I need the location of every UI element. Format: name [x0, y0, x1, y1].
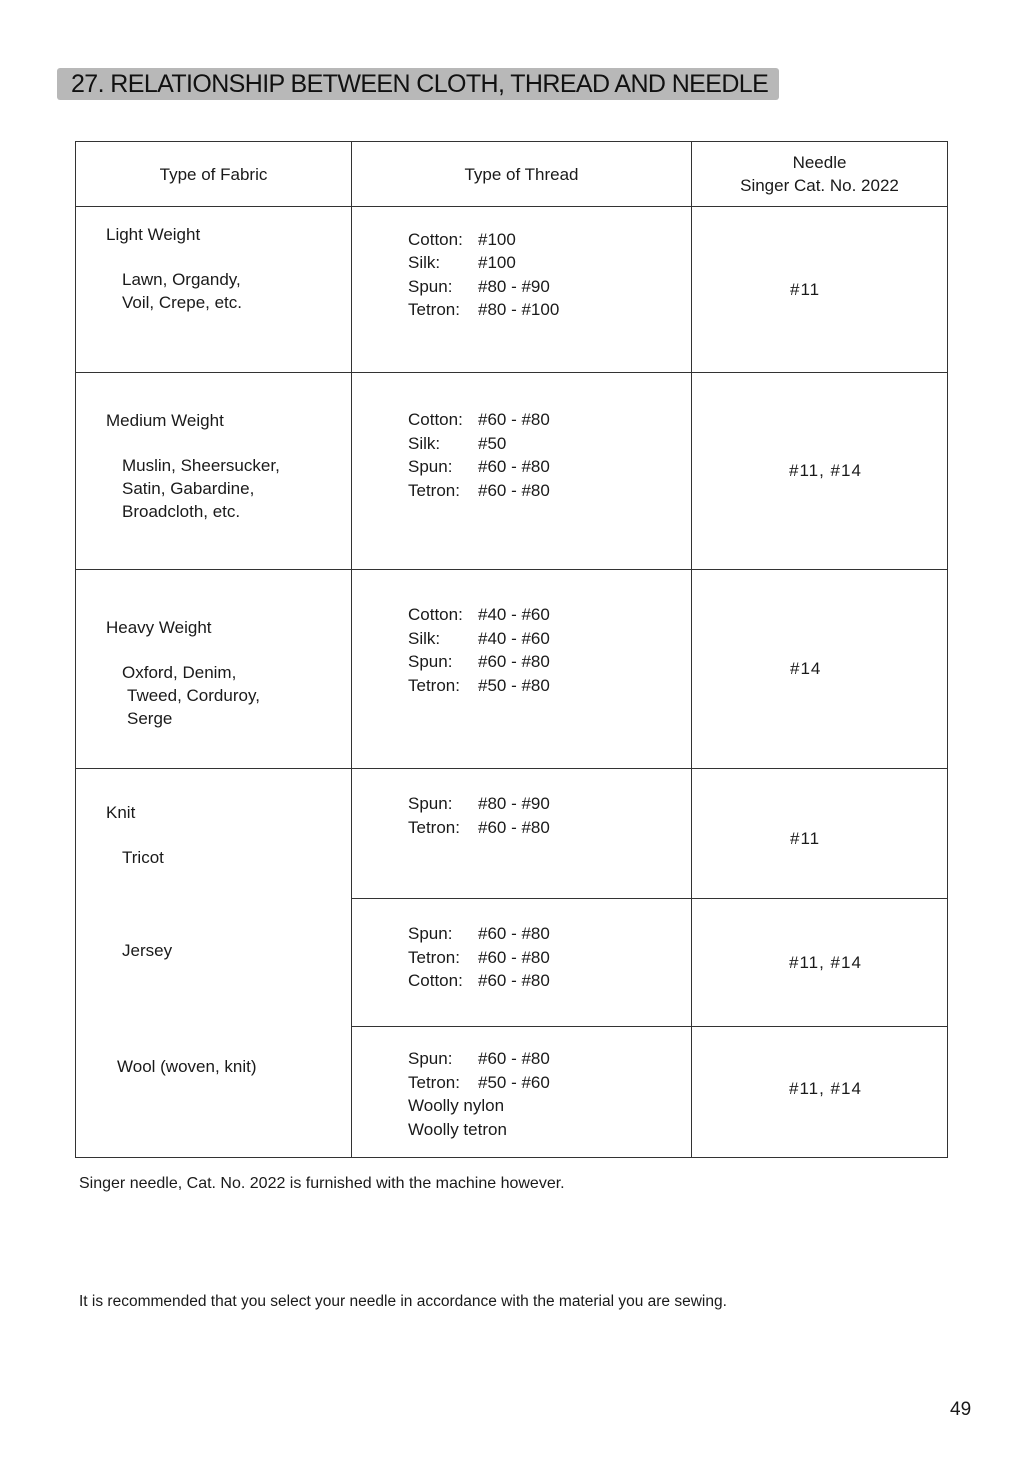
- needle-cell-wool: #11, #14: [692, 1027, 948, 1158]
- thread-line: [408, 792, 691, 816]
- fabric-item: Tricot: [122, 848, 164, 867]
- fabric-item: Serge: [127, 709, 173, 728]
- thread-type: Cotton:: [408, 605, 463, 624]
- fabric-category: Heavy Weight: [106, 618, 212, 637]
- fabric-item: Satin, Gabardine,: [122, 479, 255, 498]
- section-title-bar: [57, 68, 779, 100]
- thread-size: #50: [478, 433, 507, 453]
- header-thread: Type of Thread: [352, 142, 692, 207]
- fabric-cell-medium: [76, 373, 352, 570]
- thread-size: #100: [478, 253, 516, 272]
- thread-size: #60 - #80: [478, 1049, 550, 1068]
- thread-size: #60 - #80: [478, 410, 550, 429]
- fabric-category: Light Weight: [106, 225, 201, 244]
- thread-cell-medium: [352, 373, 692, 570]
- fabric-item: Voil, Crepe, etc.: [122, 293, 243, 312]
- thread-line: [408, 455, 691, 479]
- thread-type: Silk:: [408, 628, 441, 648]
- thread-type: Cotton:: [408, 229, 463, 249]
- thread-line: [408, 408, 691, 432]
- thread-type: Woolly nylon: [408, 1096, 505, 1115]
- header-needle-line2: Singer Cat. No. 2022: [740, 176, 899, 195]
- thread-cell-heavy: [352, 570, 692, 769]
- thread-line: [408, 275, 691, 299]
- thread-type: Spun:: [408, 457, 453, 476]
- fabric-item: Jersey: [122, 941, 173, 960]
- fabric-item: Oxford, Denim,: [122, 663, 237, 682]
- fabric-category: Medium Weight: [106, 411, 224, 430]
- thread-size: #50 - #80: [478, 675, 550, 695]
- thread-line: [408, 922, 691, 946]
- thread-size: #40 - #60: [478, 628, 550, 648]
- thread-type: Spun:: [408, 1049, 453, 1068]
- thread-line: [408, 1118, 691, 1142]
- fabric-item: Broadcloth, etc.: [122, 502, 241, 521]
- thread-size: #60 - #80: [478, 947, 550, 967]
- thread-cell-tricot: [352, 769, 692, 899]
- thread-line: [408, 816, 691, 840]
- thread-type: Spun:: [408, 794, 453, 813]
- thread-line: [408, 1094, 691, 1118]
- thread-line: [408, 603, 691, 627]
- needle-cell-medium: #11, #14: [692, 373, 948, 570]
- thread-type: Tetron:: [408, 1072, 460, 1092]
- needle-cell-heavy: #14: [692, 570, 948, 769]
- thread-size: #60 - #80: [478, 817, 550, 837]
- header-fabric: Type of Fabric: [76, 142, 352, 207]
- thread-size: #80 - #90: [478, 794, 550, 813]
- thread-cell-jersey: [352, 899, 692, 1027]
- table-header-row: [76, 142, 948, 207]
- fabric-cell-heavy: [76, 570, 352, 769]
- cloth-thread-needle-table: [75, 141, 948, 1158]
- needle-cell-tricot: #11: [692, 769, 948, 899]
- thread-size: #80 - #100: [478, 300, 560, 319]
- thread-size: #50 - #60: [478, 1072, 550, 1092]
- thread-type: Tetron:: [408, 817, 460, 837]
- thread-line: [408, 1047, 691, 1071]
- thread-size: #60 - #80: [478, 924, 550, 944]
- thread-size: #80 - #90: [478, 276, 550, 296]
- recommendation-note: It is recommended that you select your needle in accordance with the material you are sewing.: [79, 1293, 727, 1310]
- thread-line: [408, 298, 691, 322]
- thread-line: [408, 969, 691, 993]
- thread-size: #40 - #60: [478, 605, 550, 624]
- thread-line: [408, 946, 691, 970]
- section-title: 27. RELATIONSHIP BETWEEN CLOTH, THREAD AND NEEDLE: [71, 69, 769, 98]
- footnote: Singer needle, Cat. No. 2022 is furnished with the machine however.: [79, 1175, 565, 1192]
- thread-size: #100: [478, 229, 516, 249]
- thread-line: [408, 674, 691, 698]
- thread-size: #60 - #80: [478, 971, 550, 991]
- fabric-item: Wool (woven, knit): [117, 1057, 257, 1076]
- header-needle: [692, 142, 948, 207]
- thread-type: Tetron:: [408, 480, 460, 500]
- thread-size: #60 - #80: [478, 480, 550, 500]
- thread-size: #60 - #80: [478, 457, 550, 476]
- table-row-light: [76, 207, 948, 373]
- fabric-item: Muslin, Sheersucker,: [122, 456, 280, 475]
- needle-cell-jersey: #11, #14: [692, 899, 948, 1027]
- thread-type: Silk:: [408, 433, 441, 453]
- thread-type: Cotton:: [408, 971, 463, 991]
- thread-type: Tetron:: [408, 300, 460, 319]
- thread-line: [408, 432, 691, 456]
- page-number: 49: [950, 1399, 972, 1420]
- thread-type: Cotton:: [408, 410, 463, 429]
- thread-type: Spun:: [408, 924, 453, 944]
- thread-type: Tetron:: [408, 947, 460, 967]
- fabric-cell-light: [76, 207, 352, 373]
- thread-line: [408, 650, 691, 674]
- fabric-category: Knit: [106, 803, 136, 822]
- table-row-knit-tricot: [76, 769, 948, 899]
- thread-line: [408, 251, 691, 275]
- thread-type: Spun:: [408, 276, 453, 296]
- fabric-cell-knit: [76, 769, 352, 1158]
- thread-cell-wool: [352, 1027, 692, 1158]
- thread-type: Woolly tetron: [408, 1119, 507, 1139]
- thread-cell-light: [352, 207, 692, 373]
- thread-line: [408, 1071, 691, 1095]
- thread-line: [408, 479, 691, 503]
- needle-cell-light: #11: [692, 207, 948, 373]
- thread-line: [408, 627, 691, 651]
- header-needle-line1: Needle: [792, 153, 847, 172]
- thread-type: Silk:: [408, 253, 441, 272]
- table-row-heavy: [76, 570, 948, 769]
- fabric-item: Lawn, Organdy,: [122, 270, 241, 289]
- table-row-medium: [76, 373, 948, 570]
- thread-size: #60 - #80: [478, 652, 550, 671]
- thread-line: [408, 228, 691, 252]
- fabric-item: Tweed, Corduroy,: [127, 686, 260, 705]
- thread-type: Tetron:: [408, 675, 460, 695]
- thread-type: Spun:: [408, 652, 453, 671]
